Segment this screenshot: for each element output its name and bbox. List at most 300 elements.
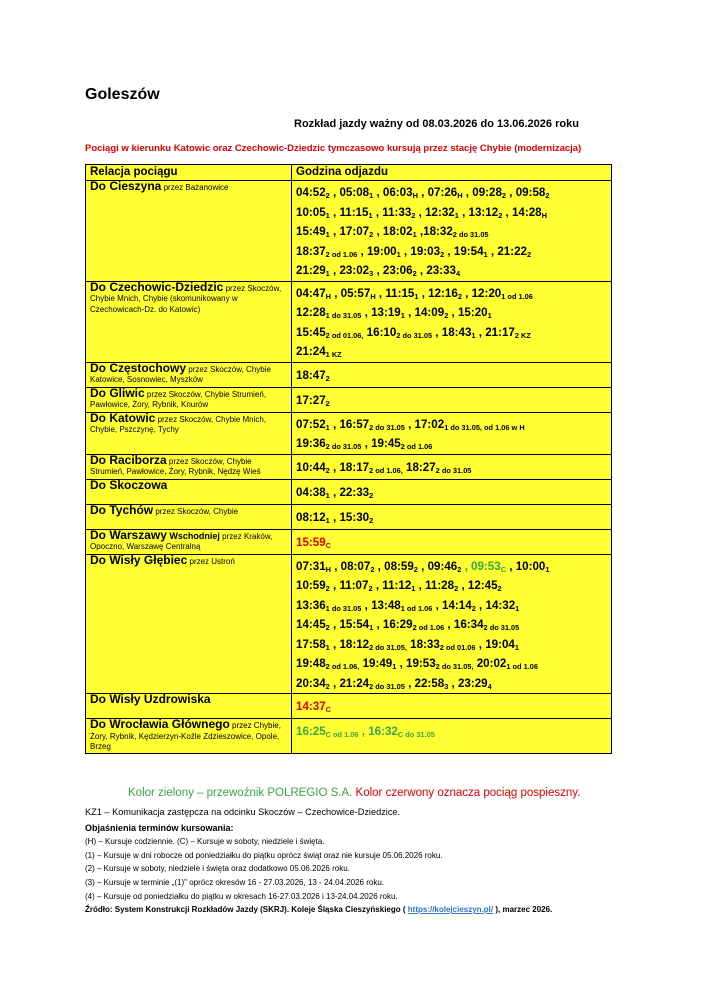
frequency-code: 1 xyxy=(412,230,417,239)
departure-time xyxy=(373,186,418,199)
destination-name: Do Czechowic-Dziedzic xyxy=(90,279,224,294)
frequency-code: H xyxy=(370,291,376,301)
departure-time xyxy=(330,206,373,219)
departure-time xyxy=(296,725,359,738)
route-via: przez Skoczów, Chybie Strumień, Pawłowice, Żory, Rybnik, Nędzę Wieś xyxy=(90,456,261,476)
modernization-notice: Pociągi w kierunku Katowic oraz Czechowic-Dziedzic tymczasowo kursują przez stację Chybie (modernizacja) xyxy=(85,143,582,154)
time-value: 18:37 xyxy=(296,244,326,258)
frequency-code: 2 xyxy=(325,623,330,632)
departure-time xyxy=(330,677,405,690)
frequency-code: 2 xyxy=(325,373,330,383)
route-via: przez Skoczów, Chybie Mnich, Chybie (skomunikowany w Czechowicach-Dz. do Katowic) xyxy=(90,283,282,314)
departure-time xyxy=(331,287,376,300)
departure-line xyxy=(296,557,607,577)
departure-time xyxy=(330,618,373,631)
frequency-code: H xyxy=(325,564,331,574)
color-legend xyxy=(128,787,580,799)
time-value: 21:29 xyxy=(296,264,326,277)
frequency-code: 4 xyxy=(456,269,461,278)
frequency-code: 2 od 1.06, xyxy=(369,465,403,475)
departure-line xyxy=(296,532,607,554)
departure-time xyxy=(296,638,330,651)
frequency-code: C xyxy=(500,564,507,574)
legend-green: Kolor zielony – przewoźnik POLREGIO S.A. xyxy=(128,787,353,799)
frequency-code: 2 xyxy=(497,584,502,593)
destination-name: Do Wisły Uzdrowiska xyxy=(90,692,211,706)
validity-period: Rozkład jazdy ważny od 08.03.2026 do 13.06.2026 roku xyxy=(294,118,579,130)
frequency-code: 2 do 31.05 xyxy=(452,230,489,239)
departure-time xyxy=(401,245,444,258)
departure-time xyxy=(296,206,330,219)
departure-line xyxy=(296,303,607,323)
departure-line xyxy=(296,284,607,304)
frequency-code: H xyxy=(457,191,463,200)
departure-time xyxy=(296,345,342,358)
frequency-code: 2 od 01.06 xyxy=(439,642,476,652)
time-value: 16:25 xyxy=(296,725,326,738)
time-value: 13:36 xyxy=(296,598,326,612)
departure-time xyxy=(296,225,330,238)
time-value: , 12:16 xyxy=(418,286,458,300)
departure-line xyxy=(296,390,607,412)
table-row xyxy=(86,454,612,479)
departure-line xyxy=(296,596,607,616)
route-via: przez Skoczów, Chybie Katowice, Sosnowiec, Myszków xyxy=(90,364,271,384)
frequency-code: 1 xyxy=(369,623,374,632)
table-row xyxy=(86,554,612,694)
kz-note: KZ1 – Komunikacja zastępcza na odcinku Skoczów – Czechowice-Dziedzice. xyxy=(85,807,401,817)
frequency-code: 1 xyxy=(325,515,330,525)
departure-line xyxy=(296,721,607,743)
note-item: (1) – Kursuje w dni robocze od poniedziałku do piątku oprócz świąt oraz nie kursuje 05.06.2026 roku. xyxy=(85,850,443,860)
relation-cell xyxy=(86,387,292,412)
departure-time xyxy=(405,306,448,319)
departure-time xyxy=(361,306,404,319)
frequency-code: 1 do 31.05, od 1.06 w H xyxy=(444,422,525,432)
time-value: , 09:58 xyxy=(506,186,546,199)
time-value: , 16:57 xyxy=(329,417,370,431)
time-value: 19:48 xyxy=(296,657,326,670)
time-value: 20:02 xyxy=(473,657,507,670)
frequency-code: 2 do 31.05 xyxy=(435,465,472,475)
frequency-code: 1 xyxy=(515,603,520,613)
time-value: , 09:46 xyxy=(417,559,458,573)
frequency-code: 2 xyxy=(369,490,374,500)
legend-red: Kolor czerwony oznacza pociąg pospieszny. xyxy=(352,787,581,799)
frequency-code: 1 od 1.06 xyxy=(506,662,538,671)
departure-time xyxy=(296,437,361,450)
departure-time xyxy=(476,326,531,339)
frequency-code: C xyxy=(325,540,331,550)
time-value: , 15:20 xyxy=(448,306,488,319)
relation-cell xyxy=(86,554,292,694)
departure-time xyxy=(296,486,330,499)
frequency-code: 2 xyxy=(325,191,330,200)
time-value: , 09:28 xyxy=(462,186,502,199)
time-value: ,18:32 xyxy=(416,225,453,238)
frequency-code: 2 od 1.06 xyxy=(400,442,433,451)
departure-time xyxy=(473,657,538,670)
frequency-code: 2 do 31.05, xyxy=(369,642,407,652)
time-value: 18:33 xyxy=(406,637,440,651)
departure-time xyxy=(330,418,405,431)
destination-name: Do Częstochowy xyxy=(90,360,187,375)
time-value: 21:24 xyxy=(296,345,326,358)
relation-cell xyxy=(86,362,292,387)
departure-line xyxy=(296,242,607,262)
frequency-code: 1 xyxy=(325,642,330,652)
table-row xyxy=(86,694,612,719)
departure-line xyxy=(296,365,607,387)
time-value: 14:37 xyxy=(296,700,326,713)
frequency-code: 1 xyxy=(369,191,374,200)
frequency-code: 1 KZ xyxy=(325,350,342,359)
frequency-code: 3 xyxy=(369,269,374,278)
departure-time xyxy=(296,394,330,407)
destination-name: Do Katowic xyxy=(90,410,156,425)
time-value: , 17:02 xyxy=(404,417,445,431)
source-line xyxy=(85,903,552,917)
frequency-code: C od 1.06 xyxy=(325,730,359,739)
frequency-code: 2 do 31.05 xyxy=(325,442,362,451)
route-via: przez Bażanowice xyxy=(161,183,229,192)
departure-time xyxy=(417,225,489,238)
departure-time xyxy=(330,579,373,592)
departure-time xyxy=(432,599,475,612)
departure-time xyxy=(374,560,417,573)
frequency-code: 2 xyxy=(369,515,374,525)
departure-line xyxy=(296,183,607,203)
departure-cell xyxy=(292,281,612,362)
frequency-code: 1 xyxy=(487,311,492,320)
frequency-code: 4 xyxy=(487,681,492,691)
departure-time xyxy=(418,287,461,300)
note-item: (2) – Kursuje w soboty, niedziele i święta oraz dodatkowo 05.06.2026 roku. xyxy=(85,864,350,874)
departure-time xyxy=(459,206,502,219)
time-value: , 14:32 xyxy=(475,598,516,612)
destination-name: Do Skoczowa xyxy=(90,477,168,492)
table-row xyxy=(86,719,612,754)
departure-cell xyxy=(292,181,612,282)
frequency-code: H xyxy=(541,210,547,220)
time-value: , 18:12 xyxy=(329,637,370,651)
departure-line xyxy=(296,203,607,223)
departure-time xyxy=(296,264,330,277)
table-row xyxy=(86,181,612,282)
departure-time xyxy=(376,287,419,300)
departure-time xyxy=(415,579,458,592)
time-value: 16:10 xyxy=(363,325,397,339)
departure-line xyxy=(296,654,607,674)
frequency-code: 2 xyxy=(545,191,550,200)
time-value: , 14:09 xyxy=(404,306,445,319)
departure-time xyxy=(296,418,330,431)
column-header-relation: Relacja pociągu xyxy=(86,165,292,181)
departure-time xyxy=(296,326,363,339)
departure-cell xyxy=(292,412,612,454)
time-value: , xyxy=(358,725,369,738)
timetable-header-row xyxy=(86,165,612,181)
frequency-code: 1 xyxy=(396,249,401,259)
departure-time xyxy=(296,536,331,549)
departure-time xyxy=(506,186,549,199)
time-value: 04:38 xyxy=(296,485,326,499)
time-value: , 10:00 xyxy=(506,559,546,573)
frequency-code: 2 xyxy=(412,269,417,278)
departure-cell xyxy=(292,504,612,529)
timetable-body xyxy=(86,181,612,754)
frequency-code: 1 xyxy=(545,564,550,574)
departure-time xyxy=(361,437,432,450)
departure-time xyxy=(331,560,374,573)
departure-cell xyxy=(292,479,612,504)
departure-line xyxy=(296,457,607,479)
time-value: , 15:54 xyxy=(329,618,370,631)
departure-time xyxy=(405,677,448,690)
departure-line xyxy=(296,342,607,362)
departure-line xyxy=(296,415,607,435)
frequency-code: 1 od 1.06 xyxy=(400,603,433,613)
departure-time xyxy=(296,579,330,592)
relation-cell xyxy=(86,181,292,282)
departure-time xyxy=(330,638,407,651)
departure-time xyxy=(432,326,475,339)
time-value: , 11:12 xyxy=(372,579,412,592)
time-value: , 19:53 xyxy=(396,657,436,670)
departure-time xyxy=(359,725,369,738)
time-value: , 13:19 xyxy=(361,306,401,319)
time-value: , 05:08 xyxy=(329,186,370,199)
departure-time xyxy=(330,486,373,499)
time-value: 16:32 xyxy=(368,725,398,738)
relation-cell xyxy=(86,719,292,754)
departure-time xyxy=(330,225,373,238)
time-value: , 23:29 xyxy=(448,676,488,690)
destination-name: Do Cieszyna xyxy=(90,179,162,193)
frequency-code: 2 xyxy=(471,603,476,613)
time-value: , 14:14 xyxy=(432,598,472,612)
departure-cell xyxy=(292,554,612,694)
destination-name: Do Wisły Głębiec xyxy=(90,552,188,567)
frequency-code: 1 xyxy=(368,210,373,220)
frequency-code: 2 do 31.05, xyxy=(435,662,474,671)
departure-time xyxy=(296,306,361,319)
route-via: przez Kraków, Opoczno, Warszawę Centralną xyxy=(90,531,273,551)
departure-line xyxy=(296,507,607,529)
destination-name: Do Gliwic xyxy=(90,385,145,400)
relation-cell xyxy=(86,504,292,529)
departure-cell xyxy=(292,362,612,387)
departure-time xyxy=(361,599,432,612)
departure-time xyxy=(373,206,416,219)
table-row xyxy=(86,387,612,412)
relation-cell xyxy=(86,479,292,504)
relation-cell xyxy=(86,412,292,454)
frequency-code: 2 KZ xyxy=(514,330,531,340)
departure-time xyxy=(296,677,330,690)
departure-time xyxy=(458,579,501,592)
frequency-code: 2 xyxy=(325,398,330,408)
time-value: 17:27 xyxy=(296,393,326,407)
time-value: , 21:22 xyxy=(487,244,527,258)
frequency-code: 2 xyxy=(526,249,532,259)
departure-time xyxy=(296,287,331,300)
relation-cell xyxy=(86,281,292,362)
page-title: Goleszów xyxy=(85,86,160,103)
time-value: 20:34 xyxy=(296,676,326,690)
route-via: przez Ustroń xyxy=(187,556,235,566)
time-value: 04:47 xyxy=(296,286,326,300)
departure-time xyxy=(296,700,331,713)
frequency-code: 2 xyxy=(454,584,459,593)
departure-time xyxy=(296,599,361,612)
frequency-code: C xyxy=(325,705,331,714)
time-value: , 05:57 xyxy=(331,286,371,300)
time-value: , 15:30 xyxy=(329,510,370,524)
departure-time xyxy=(476,638,519,651)
time-value: , 17:07 xyxy=(329,225,370,238)
time-value: , 12:45 xyxy=(458,579,498,592)
frequency-code: 1 xyxy=(400,311,405,320)
time-value: , 11:07 xyxy=(329,579,369,592)
departure-time xyxy=(330,264,373,277)
time-value: , 07:26 xyxy=(417,186,458,199)
time-value: , 13:48 xyxy=(361,598,401,612)
frequency-code: 1 do 31.05 xyxy=(325,311,362,320)
departure-time xyxy=(296,461,330,474)
frequency-code: 2 xyxy=(325,584,330,593)
frequency-code: 2 xyxy=(411,210,416,220)
departure-time xyxy=(373,579,416,592)
departure-time xyxy=(463,186,506,199)
time-value: , 19:00 xyxy=(357,244,397,258)
departure-time xyxy=(403,461,472,474)
route-via: przez Skoczów, Chybie Strumień, Pawłowice, Żory, Rybnik, Knurów xyxy=(90,389,267,409)
time-value: , 11:33 xyxy=(372,205,412,219)
time-value: , 06:03 xyxy=(373,186,413,199)
departure-time xyxy=(488,245,531,258)
frequency-code: 2 xyxy=(457,564,462,574)
source-link[interactable]: https://kolejcieszyn.pl/ xyxy=(407,905,494,915)
route-via: przez Chybie, Żory, Rybnik, Kędzierzyn-Koźle Zdzieszowice, Opole, Brzeg xyxy=(90,721,281,751)
departure-time xyxy=(373,225,416,238)
note-item: (4) – Kursuje od poniedziałku do piątku w okresach 16-27.03.2026 i 13-24.04.2026 roku. xyxy=(85,891,398,901)
frequency-code: C do 31.05 xyxy=(397,730,435,739)
time-value: , 13:12 xyxy=(458,205,499,219)
departure-time xyxy=(330,511,373,524)
departure-time xyxy=(368,725,435,738)
frequency-code: 2 od 1.06, xyxy=(325,662,360,671)
time-value: , 23:02 xyxy=(329,264,370,277)
departure-time xyxy=(418,186,463,199)
departure-time xyxy=(373,264,416,277)
destination-name: Do Raciborza xyxy=(90,452,167,467)
frequency-code: 2 od 01.06, xyxy=(325,330,364,340)
departure-time xyxy=(415,206,458,219)
timetable xyxy=(85,164,612,754)
time-value: 15:49 xyxy=(296,225,326,238)
frequency-code: 1 xyxy=(471,330,476,340)
departure-time xyxy=(296,618,330,631)
departure-time xyxy=(296,245,357,258)
frequency-code: 2 xyxy=(498,210,503,220)
departure-time xyxy=(444,245,487,258)
departure-time xyxy=(448,677,491,690)
column-header-departure: Godzina odjazdu xyxy=(292,165,612,181)
time-value: , 21:17 xyxy=(475,325,515,339)
frequency-code: H xyxy=(412,191,418,200)
time-value: , 19:54 xyxy=(444,244,484,258)
departure-cell xyxy=(292,387,612,412)
frequency-code: 1 xyxy=(325,210,330,220)
departure-time xyxy=(448,306,491,319)
time-value: 08:12 xyxy=(296,510,326,524)
frequency-code: 2 xyxy=(370,564,375,574)
time-value: , 23:33 xyxy=(416,264,457,277)
time-value: 15:59 xyxy=(296,535,326,549)
table-row xyxy=(86,412,612,454)
time-value: , 19:04 xyxy=(475,637,515,651)
departure-time xyxy=(407,638,476,651)
time-value: 19:36 xyxy=(296,437,326,450)
time-value: 14:45 xyxy=(296,618,326,631)
frequency-code: 2 xyxy=(501,191,507,200)
departure-time xyxy=(357,245,400,258)
frequency-code: 1 xyxy=(411,584,416,593)
table-row xyxy=(86,281,612,362)
frequency-code: 2 xyxy=(325,681,330,691)
relation-cell xyxy=(86,529,292,554)
time-value: , 14:28 xyxy=(502,205,542,219)
departure-time xyxy=(296,657,359,670)
route-via: przez Skoczów, Chybie Mnich, Chybie, Pszczynę, Tychy xyxy=(90,414,267,434)
frequency-code: 1 od 1.06 xyxy=(501,291,533,301)
time-value: , 08:59 xyxy=(374,559,414,573)
frequency-code: 1 xyxy=(325,269,330,278)
departure-time xyxy=(506,560,549,573)
departure-time xyxy=(296,560,331,573)
departure-time xyxy=(296,186,330,199)
departure-cell xyxy=(292,719,612,754)
time-value: 17:58 xyxy=(296,637,326,651)
frequency-code: 2 od 1.06 xyxy=(412,623,445,632)
time-value: 10:44 xyxy=(296,460,326,474)
departure-line xyxy=(296,434,607,454)
route-via: przez Skoczów, Chybie xyxy=(153,506,239,516)
time-value: , 18:02 xyxy=(373,225,413,238)
time-value: 07:31 xyxy=(296,559,326,573)
frequency-code: 2 do 31.05 xyxy=(369,681,405,691)
destination-name: Do Wrocławia Głównego xyxy=(90,717,230,731)
departure-time xyxy=(461,560,506,573)
frequency-code: 2 xyxy=(444,311,449,320)
frequency-code: 2 do 31.05 xyxy=(396,330,433,340)
notes-section xyxy=(85,806,552,917)
frequency-code: 2 xyxy=(369,230,374,239)
time-value: 10:59 xyxy=(296,579,326,592)
departure-line xyxy=(296,576,607,596)
relation-cell xyxy=(86,694,292,719)
frequency-code: 1 xyxy=(483,249,488,259)
source-prefix: Źródło: System Konstrukcji Rozkładów Jazdy (SKRJ). Koleje Śląska Cieszyńskiego ( xyxy=(85,905,408,915)
table-row xyxy=(86,504,612,529)
frequency-code: 2 xyxy=(457,291,462,301)
departure-line xyxy=(296,323,607,343)
frequency-code: 2 xyxy=(413,564,418,574)
table-row xyxy=(86,479,612,504)
departure-time xyxy=(330,186,373,199)
departure-line xyxy=(296,222,607,242)
